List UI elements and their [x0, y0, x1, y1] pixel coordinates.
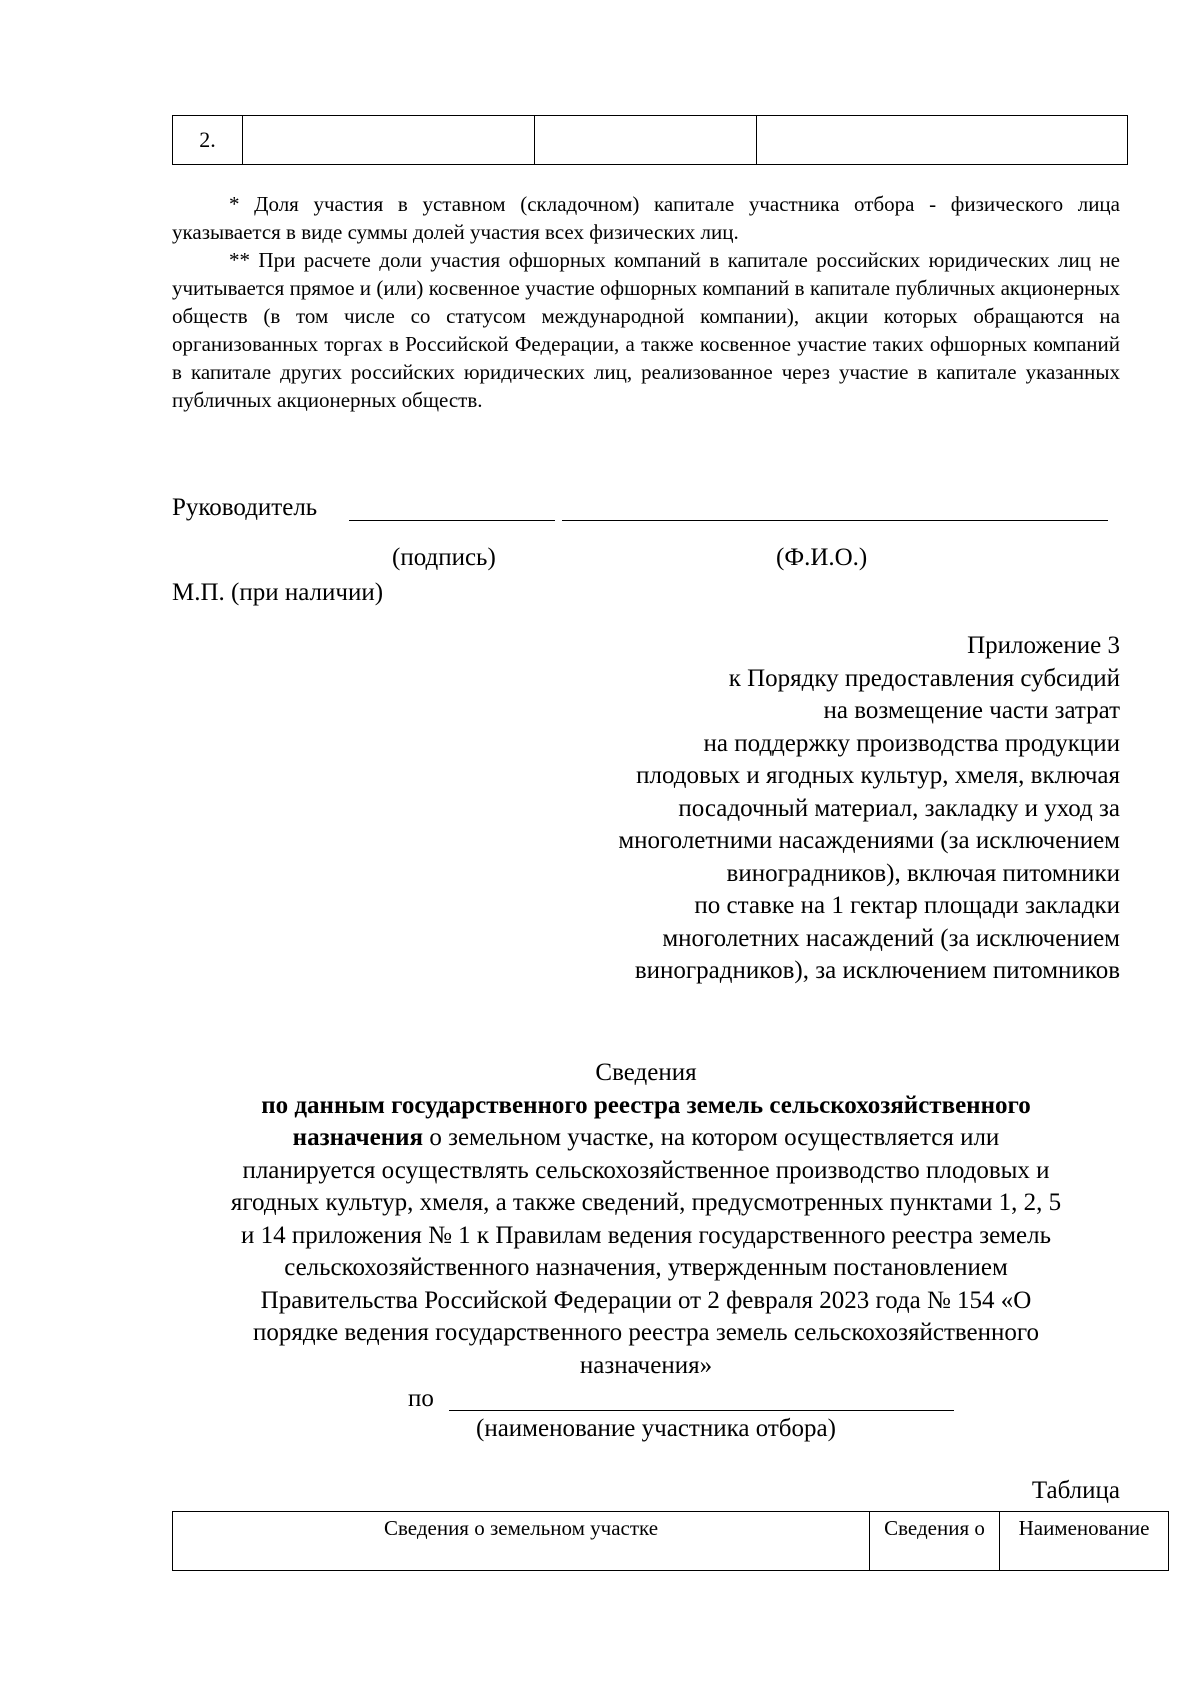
top-table	[172, 115, 1128, 165]
appendix-line: многолетних насаждений (за исключением	[662, 924, 1120, 952]
title-line	[172, 1122, 1120, 1155]
table-header-row	[173, 1512, 1169, 1571]
appendix-line: на поддержку производства продукции	[703, 729, 1120, 757]
document-title	[172, 1057, 1120, 1382]
footnote-2: ** При расчете доли участия офшорных компаний в капитале российских юридических лиц не учитывается прямое и (или) косвенное участие офшорных компаний в капитале публичных акционерных обществ (в том числе со статусом международной компании), акции которых обращаются на организованных торгах в Российской Федерации, а также косвенное участие таких офшорных компаний в капитале других российских юридических лиц, реализованное через участие в капитале указанных публичных акционерных обществ.	[172, 248, 1120, 412]
signature-caption: (подпись)	[392, 544, 496, 571]
title-line: назначения»	[579, 1351, 713, 1379]
title-heading: Сведения	[595, 1059, 697, 1086]
table-cell	[757, 116, 1128, 165]
appendix-header	[500, 630, 1120, 988]
table-cell	[243, 116, 535, 165]
appendix-line: по ставке на 1 гектар площади закладки	[694, 892, 1120, 919]
appendix-line: виноградников), за исключением питомников	[634, 957, 1120, 984]
appendix-line: Приложение 3	[967, 632, 1120, 659]
footnotes	[172, 190, 1120, 414]
title-line: и 14 приложения № 1 к Правилам ведения государственного реестра земель	[241, 1221, 1051, 1249]
title-line: сельскохозяйственного назначения, утвержденным постановлением	[284, 1254, 1008, 1281]
table-row	[173, 116, 1128, 165]
title-bold-line	[172, 1090, 1120, 1123]
name-caption: (Ф.И.О.)	[776, 544, 868, 571]
table-cell-number: 2.	[173, 116, 243, 165]
table-header-cell: Сведения о земельном участке	[173, 1512, 870, 1571]
participant-caption: (наименование участника отбора)	[476, 1415, 836, 1442]
title-bold-text: по данным государственного реестра земель сельскохозяйственного	[261, 1091, 1031, 1119]
appendix-line: многолетними насаждениями (за исключением	[618, 827, 1120, 854]
title-line: планируется осуществлять сельскохозяйственное производство плодовых и	[242, 1156, 1050, 1184]
appendix-line: виноградников), включая питомники	[726, 859, 1120, 887]
name-line	[562, 520, 1108, 521]
title-line-rest: о земельном участке, на котором осуществляется или	[423, 1124, 1000, 1151]
appendix-line: посадочный материал, закладку и уход за	[678, 794, 1120, 822]
po-label: по	[408, 1385, 434, 1412]
title-line: порядке ведения государственного реестра земель сельскохозяйственного	[252, 1319, 1040, 1346]
table-label: Таблица	[1031, 1477, 1120, 1504]
participant-line	[449, 1410, 954, 1411]
appendix-line: на возмещение части затрат	[823, 697, 1120, 724]
table-cell	[535, 116, 757, 165]
title-line: ягодных культур, хмеля, а также сведений, предусмотренных пунктами 1, 2, 5	[230, 1189, 1062, 1216]
role-label: Руководитель	[172, 494, 318, 521]
table-header-cell: Наименование	[1000, 1512, 1169, 1571]
appendix-line: к Порядку предоставления субсидий	[728, 664, 1120, 692]
title-bold-word: назначения	[292, 1124, 424, 1151]
signature-line	[349, 520, 555, 521]
table-header-cell: Сведения о	[870, 1512, 1000, 1571]
footnote-1: * Доля участия в уставном (складочном) капитале участника отбора - физического лица указывается в виде суммы долей участия всех физических лиц.	[172, 192, 1120, 244]
title-line: Правительства Российской Федерации от 2 февраля 2023 года № 154 «О	[260, 1286, 1032, 1314]
land-plot-table	[172, 1511, 1169, 1571]
stamp-label: М.П. (при наличии)	[172, 579, 384, 606]
appendix-line: плодовых и ягодных культур, хмеля, включая	[636, 762, 1120, 789]
